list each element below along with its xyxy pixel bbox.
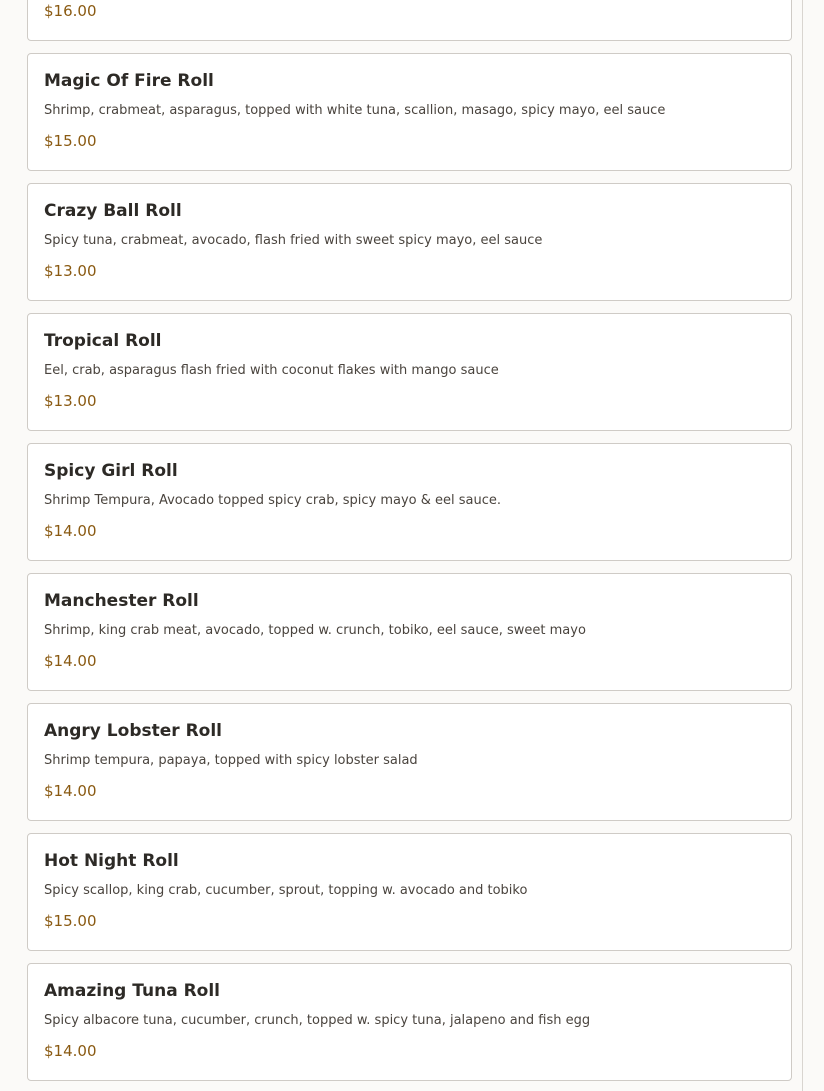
menu-item-description: Shrimp tempura, papaya, topped with spicy lobster salad [44, 753, 418, 768]
menu-item-description: Spicy albacore tuna, cucumber, crunch, topped w. spicy tuna, jalapeno and fish egg [44, 1013, 591, 1028]
menu-item-name: Manchester Roll [44, 591, 199, 611]
menu-item-name: Magic Of Fire Roll [44, 71, 214, 91]
menu-item-price: $15.00 [44, 132, 97, 150]
menu-item-price: $14.00 [44, 652, 97, 670]
menu-item-price: $16.00 [44, 2, 97, 20]
menu-item-card[interactable] [27, 183, 792, 301]
menu-item-name: Spicy Girl Roll [44, 461, 178, 481]
menu-item-description: Spicy tuna, crabmeat, avocado, flash fried with sweet spicy mayo, eel sauce [44, 233, 543, 248]
menu-item-description: Spicy scallop, king crab, cucumber, sprout, topping w. avocado and tobiko [44, 883, 528, 898]
menu-item-card[interactable] [27, 313, 792, 431]
menu-item-name: Hot Night Roll [44, 851, 179, 871]
menu-item-description: Shrimp, king crab meat, avocado, topped w. crunch, tobiko, eel sauce, sweet mayo [44, 623, 586, 638]
menu-item-name: Crazy Ball Roll [44, 201, 182, 221]
menu-item-price: $14.00 [44, 1042, 97, 1060]
menu-item-price: $14.00 [44, 782, 97, 800]
menu-item-price: $14.00 [44, 522, 97, 540]
menu-item-card[interactable] [27, 53, 792, 171]
menu-item-card[interactable] [27, 573, 792, 691]
menu-item-name: Angry Lobster Roll [44, 721, 222, 741]
menu-item-card[interactable] [27, 443, 792, 561]
menu-item-description: Eel, crab, asparagus flash fried with coconut flakes with mango sauce [44, 363, 499, 378]
menu-item-price: $13.00 [44, 392, 97, 410]
menu-item-list [27, 0, 792, 1091]
menu-item-price: $13.00 [44, 262, 97, 280]
menu-item-description: Shrimp, crabmeat, asparagus, topped with white tuna, scallion, masago, spicy mayo, eel sauce [44, 103, 666, 118]
menu-item-card[interactable] [27, 703, 792, 821]
menu-item-price: $15.00 [44, 912, 97, 930]
menu-item-card[interactable] [27, 963, 792, 1081]
menu-item-description: Shrimp Tempura, Avocado topped spicy crab, spicy mayo & eel sauce. [44, 493, 501, 508]
menu-item-card[interactable] [27, 0, 792, 41]
menu-item-card[interactable] [27, 833, 792, 951]
menu-item-name: Amazing Tuna Roll [44, 981, 221, 1001]
menu-item-name: Tropical Roll [44, 331, 162, 351]
